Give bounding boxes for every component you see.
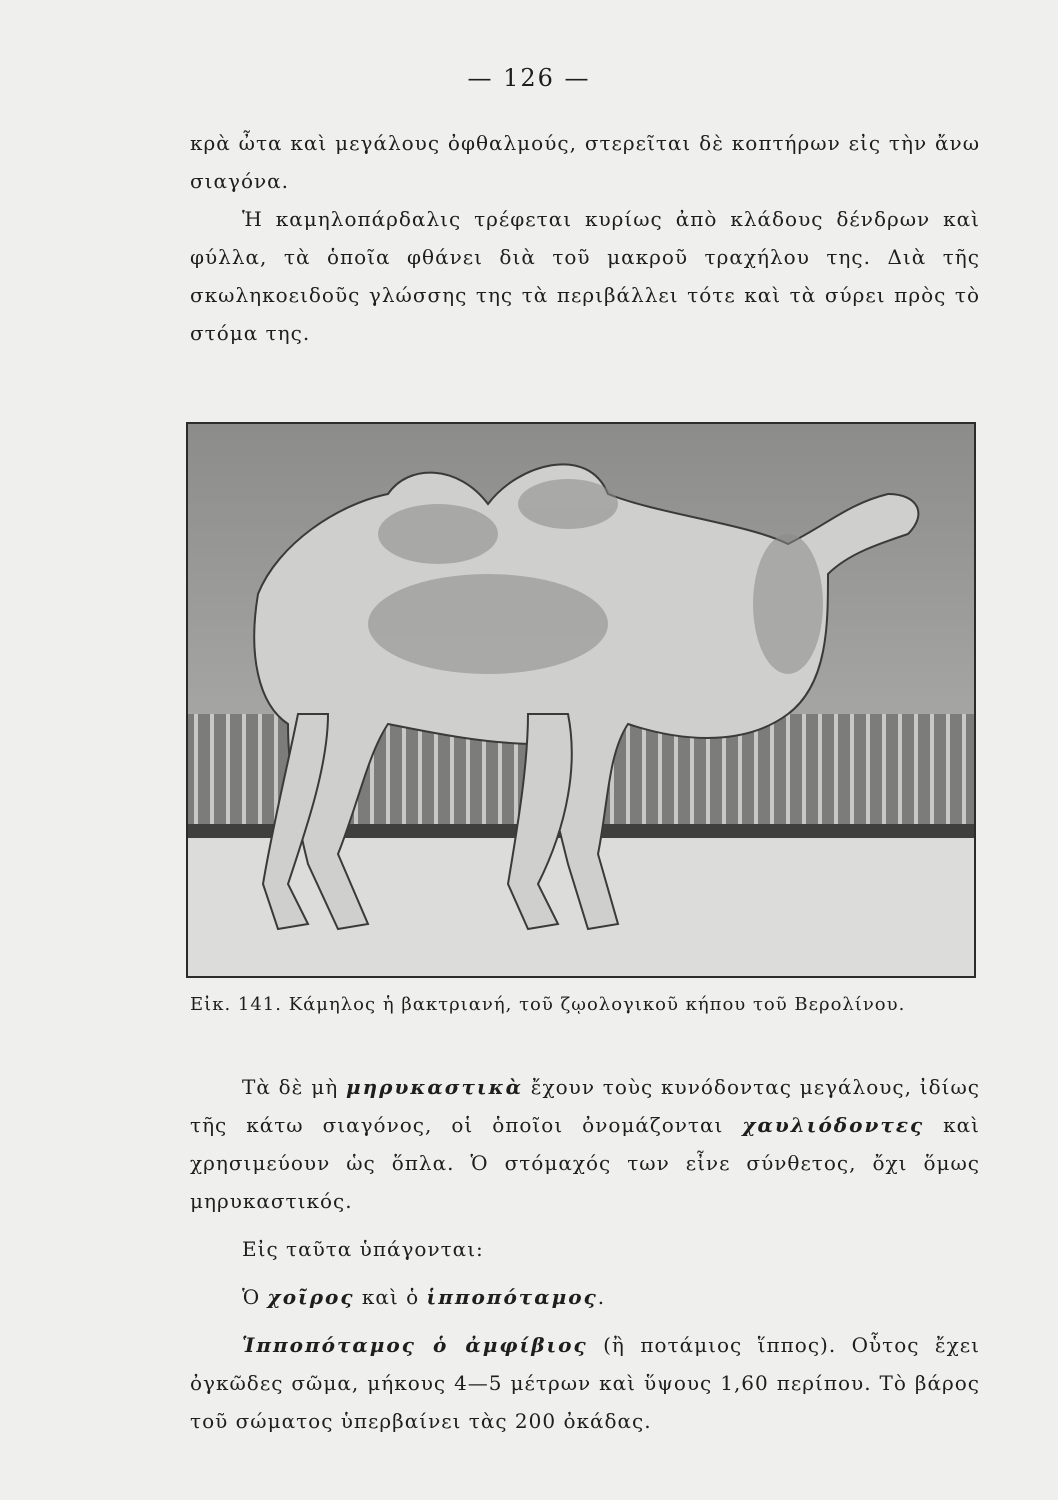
paragraph-hippopotamus xyxy=(190,1326,980,1440)
p3-start: Ὁ xyxy=(242,1285,268,1309)
p1-start: Τὰ δὲ μὴ xyxy=(242,1075,346,1099)
paragraph-giraffe-diet: Ἡ καμηλοπάρδαλις τρέφεται κυρίως ἀπὸ κλάδους δένδρων καὶ φύλλα, τὰ ὁποῖα φθάνει διὰ τοῦ μακροῦ τραχήλου της. Διὰ τῆς σκωληκοειδοῦς γλώσσης της τὰ περιβάλλει τότε καὶ τὰ σύρει πρὸς τὸ στόμα της. xyxy=(190,207,980,345)
paragraph-non-ruminants xyxy=(190,1068,980,1220)
camel-photo xyxy=(186,422,976,978)
camel-illustration xyxy=(188,424,974,976)
term-tusks: χαυλιόδοντες xyxy=(742,1113,925,1137)
p1-mid: ἔχουν τοὺς κυνόδοντας μεγάλους, ἰδίως τῆς κάτω σιαγόνος, οἱ ὁποῖοι ὀνομάζονται xyxy=(190,1075,980,1137)
term-pig: χοῖρος xyxy=(267,1285,355,1309)
p3-end: . xyxy=(597,1285,606,1309)
p4-text: (ἢ ποτάμιος ἵππος). Οὗτος ἔχει ὀγκῶδες σῶμα, μήκους 4—5 μέτρων καὶ ὕψους 1,60 περίπου. Τὸ βάρος τοῦ σώματος ὑπερβαίνει τὰς 200 ὀκάδας. xyxy=(190,1333,980,1433)
p1-end: καὶ χρησιμεύουν ὡς ὅπλα. Ὁ στόμαχός των εἶνε σύνθετος, ὄχι ὅμως μηρυκαστικός. xyxy=(190,1113,980,1213)
term-ruminants: μηρυκαστικὰ xyxy=(345,1075,523,1099)
top-text-block xyxy=(190,124,980,352)
p3-mid: καὶ ὁ xyxy=(354,1285,427,1309)
paragraph-continuation: κρὰ ὦτα καὶ μεγάλους ὀφθαλμούς, στερεῖται δὲ κοπτήρων εἰς τὴν ἄνω σιαγόνα. xyxy=(190,131,980,193)
term-hippopotamus: ἱπποπόταμος xyxy=(426,1285,598,1309)
term-amphibious-hippo: Ἱπποπόταμος ὁ ἀμφίβιος xyxy=(242,1333,588,1357)
paragraph-species xyxy=(190,1278,980,1316)
paragraph-includes: Εἰς ταῦτα ὑπάγονται: xyxy=(242,1237,484,1261)
page-number: — 126 — xyxy=(467,64,591,92)
figure-caption: Εἰκ. 141. Κάμηλος ἡ βακτριανή, τοῦ ζῳολογικοῦ κήπου τοῦ Βερολίνου. xyxy=(190,994,906,1015)
bottom-text-block xyxy=(190,1068,980,1440)
